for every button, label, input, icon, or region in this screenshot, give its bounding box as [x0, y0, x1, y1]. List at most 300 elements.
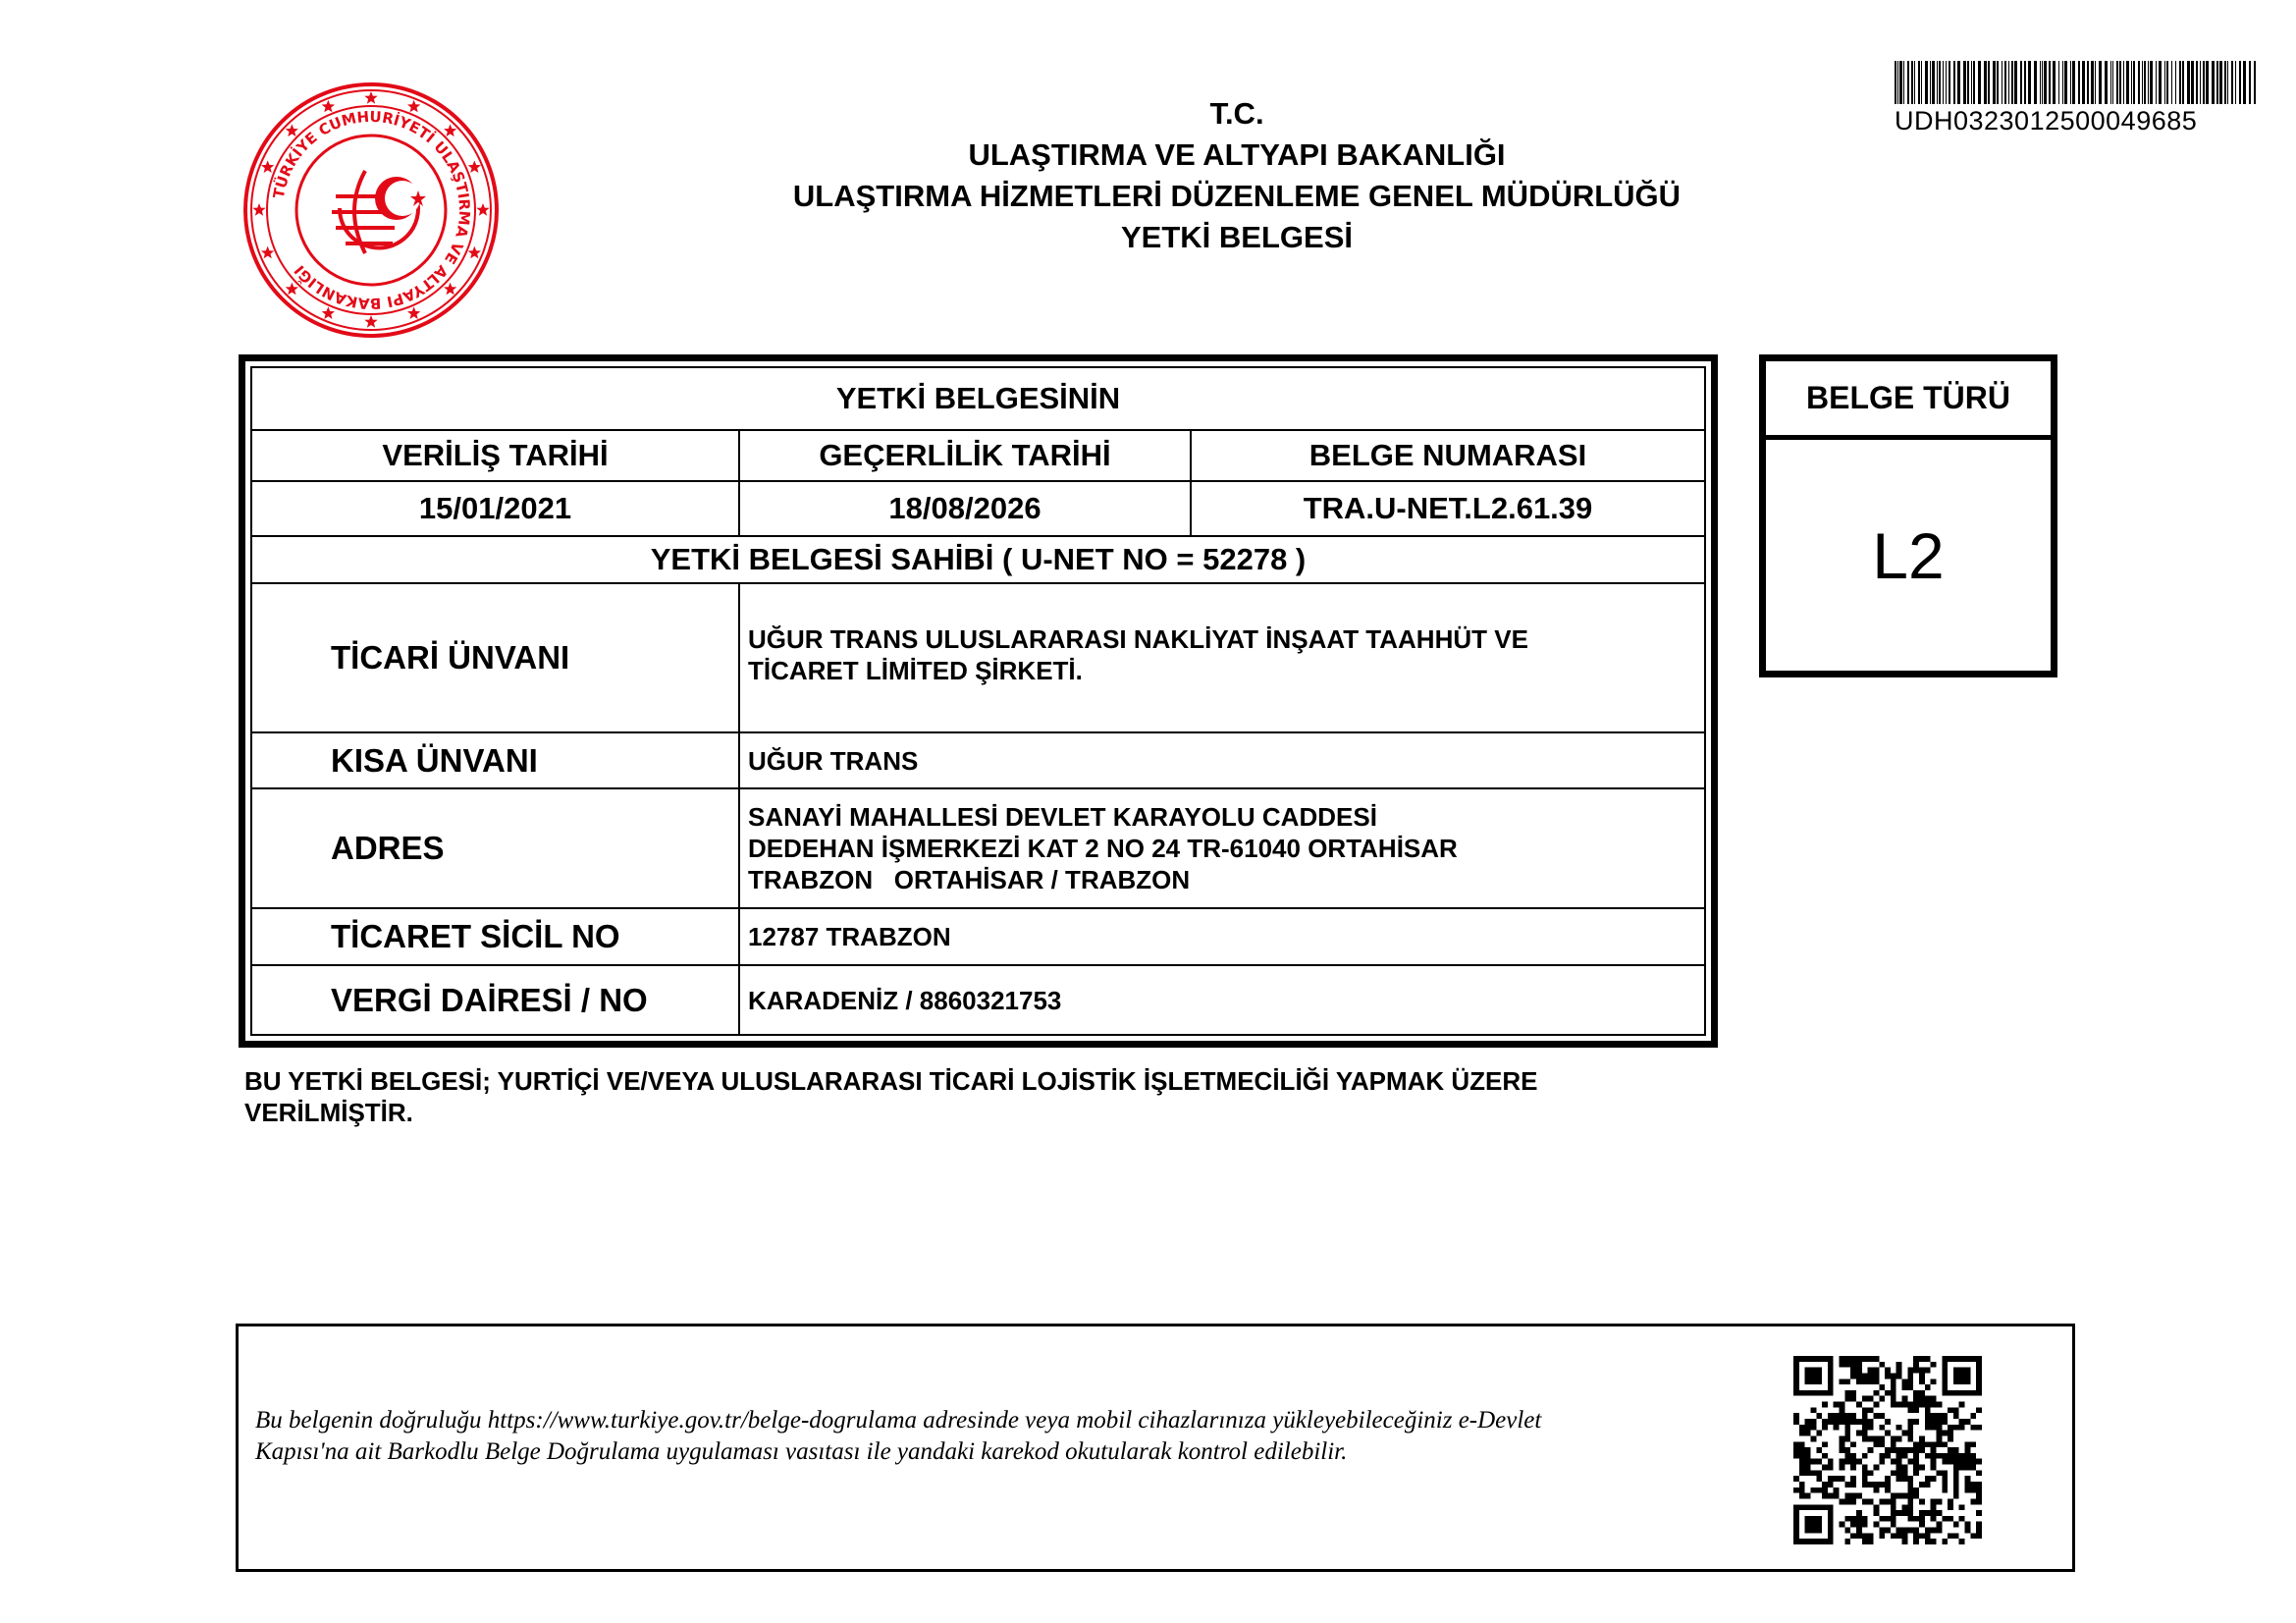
seal-star-icon	[286, 283, 298, 296]
qr-module	[1885, 1488, 1891, 1493]
qr-module	[1970, 1482, 1976, 1488]
qr-module	[1822, 1539, 1828, 1544]
qr-module	[1805, 1356, 1811, 1362]
qr-module	[1976, 1356, 1982, 1362]
qr-module	[1953, 1488, 1959, 1493]
qr-module	[1834, 1402, 1840, 1408]
qr-module	[1822, 1488, 1828, 1493]
barcode-bar	[2014, 61, 2017, 104]
qr-module	[1948, 1425, 1953, 1431]
qr-module	[1799, 1465, 1805, 1471]
qr-module	[1822, 1465, 1828, 1471]
qr-module	[1879, 1362, 1885, 1368]
qr-module	[1879, 1435, 1885, 1441]
qr-module	[1873, 1488, 1879, 1493]
qr-module	[1805, 1431, 1811, 1436]
qr-module	[1931, 1396, 1937, 1402]
qr-module	[1942, 1384, 1948, 1390]
qr-module	[1953, 1482, 1959, 1488]
qr-module	[1959, 1402, 1965, 1408]
qr-module	[1953, 1493, 1959, 1499]
qr-module	[1965, 1528, 1971, 1534]
qr-module	[1907, 1459, 1913, 1465]
document-number-label: BELGE NUMARASI	[1308, 438, 1587, 472]
qr-module	[1942, 1356, 1948, 1362]
qr-module	[1816, 1390, 1822, 1396]
qr-module	[1799, 1504, 1805, 1510]
qr-module	[1828, 1504, 1834, 1510]
qr-module	[1925, 1482, 1931, 1488]
barcode-bar	[2144, 61, 2146, 104]
qr-module	[1942, 1459, 1948, 1465]
barcode-bar	[2182, 61, 2184, 104]
qr-module	[1856, 1362, 1862, 1368]
qr-module	[1891, 1510, 1896, 1516]
qr-module	[1907, 1476, 1913, 1482]
qr-module	[1959, 1539, 1965, 1544]
qr-module	[1913, 1516, 1919, 1522]
qr-module	[1844, 1539, 1850, 1544]
qr-module	[1862, 1476, 1868, 1482]
qr-module	[1840, 1407, 1845, 1413]
qr-module	[1862, 1465, 1868, 1471]
qr-module	[1799, 1425, 1805, 1431]
qr-module	[1902, 1539, 1908, 1544]
qr-module	[1822, 1453, 1828, 1459]
barcode-bar	[1895, 61, 1896, 104]
qr-module	[1828, 1482, 1834, 1488]
qr-module	[1931, 1402, 1937, 1408]
qr-module	[1976, 1522, 1982, 1528]
qr-module	[1913, 1465, 1919, 1471]
qr-module	[1896, 1528, 1902, 1534]
qr-module	[1862, 1396, 1868, 1402]
qr-module	[1891, 1459, 1896, 1465]
qr-module	[1850, 1419, 1856, 1425]
qr-module	[1936, 1435, 1942, 1441]
qr-module	[1925, 1384, 1931, 1390]
qr-module	[1931, 1441, 1937, 1447]
qr-module	[1862, 1373, 1868, 1379]
barcode-bar	[1932, 61, 1935, 104]
qr-module	[1919, 1447, 1925, 1453]
qr-module	[1793, 1510, 1799, 1516]
qr-module	[1919, 1356, 1925, 1362]
short-name-value: UĞUR TRANS	[748, 745, 919, 776]
qr-module	[1828, 1379, 1834, 1384]
qr-module	[1953, 1476, 1959, 1482]
barcode-bar	[2243, 61, 2246, 104]
qr-module	[1885, 1447, 1891, 1453]
qr-module	[1816, 1368, 1822, 1374]
qr-module	[1850, 1373, 1856, 1379]
qr-module	[1965, 1368, 1971, 1374]
barcode-bar	[1911, 61, 1913, 104]
barcode-bar	[2070, 61, 2071, 104]
qr-module	[1907, 1510, 1913, 1516]
barcode-bar	[2072, 61, 2075, 104]
qr-module	[1925, 1539, 1931, 1544]
seal-star-icon	[322, 306, 335, 319]
qr-module	[1862, 1435, 1868, 1441]
barcode-bar	[2105, 61, 2108, 104]
qr-module	[1844, 1396, 1850, 1402]
qr-module	[1953, 1522, 1959, 1528]
qr-module	[1844, 1435, 1850, 1441]
qr-module	[1828, 1390, 1834, 1396]
barcode-bar	[2091, 61, 2094, 104]
trade-name-value	[740, 584, 1704, 731]
qr-module	[1931, 1413, 1937, 1419]
qr-module	[1965, 1447, 1971, 1453]
barcode-bar	[1967, 61, 1969, 104]
qr-module	[1907, 1493, 1913, 1499]
qr-module	[1805, 1453, 1811, 1459]
qr-module	[1856, 1533, 1862, 1539]
validity-date-value: 18/08/2026	[740, 482, 1192, 535]
certificate-table	[239, 354, 1718, 1048]
barcode-bar	[2034, 61, 2037, 104]
qr-module	[1793, 1476, 1799, 1482]
qr-module	[1805, 1459, 1811, 1465]
qr-module	[1810, 1488, 1816, 1493]
qr-module	[1816, 1373, 1822, 1379]
barcode-bar	[2028, 61, 2031, 104]
qr-module	[1896, 1447, 1902, 1453]
qr-module	[1868, 1482, 1874, 1488]
qr-module	[1965, 1459, 1971, 1465]
barcode-bar	[2249, 61, 2251, 104]
barcode-bar	[1953, 61, 1955, 104]
qr-module	[1805, 1504, 1811, 1510]
qr-module	[1936, 1528, 1942, 1534]
barcode-bar	[2175, 61, 2176, 104]
qr-module	[1844, 1447, 1850, 1453]
qr-module	[1816, 1413, 1822, 1419]
qr-module	[1891, 1498, 1896, 1504]
barcode-bar	[2216, 61, 2218, 104]
qr-module	[1868, 1470, 1874, 1476]
qr-module	[1844, 1362, 1850, 1368]
qr-module	[1862, 1407, 1868, 1413]
qr-module	[1840, 1476, 1845, 1482]
qr-module	[1856, 1373, 1862, 1379]
qr-module	[1913, 1459, 1919, 1465]
qr-module	[1936, 1413, 1942, 1419]
qr-module	[1919, 1396, 1925, 1402]
qr-module	[1793, 1356, 1799, 1362]
qr-module	[1873, 1435, 1879, 1441]
barcode-bar	[2011, 61, 2013, 104]
qr-module	[1907, 1498, 1913, 1504]
qr-module	[1891, 1402, 1896, 1408]
tax-office-label: VERGİ DAİRESİ / NO	[252, 966, 740, 1034]
qr-module	[1810, 1504, 1816, 1510]
qr-module	[1873, 1482, 1879, 1488]
qr-module	[1862, 1356, 1868, 1362]
qr-module	[1840, 1362, 1845, 1368]
qr-module	[1976, 1390, 1982, 1396]
qr-module	[1925, 1533, 1931, 1539]
trade-name-line: TİCARET LİMİTED ŞİRKETİ.	[748, 656, 1083, 685]
qr-module	[1936, 1402, 1942, 1408]
qr-module	[1913, 1528, 1919, 1534]
qr-module	[1896, 1533, 1902, 1539]
qr-module	[1822, 1390, 1828, 1396]
qr-module	[1873, 1510, 1879, 1516]
qr-module	[1810, 1407, 1816, 1413]
barcode-bar	[1984, 61, 1987, 104]
ministry-seal	[241, 81, 501, 340]
qr-module	[1793, 1390, 1799, 1396]
document-type-box	[1759, 354, 2057, 677]
qr-module	[1953, 1356, 1959, 1362]
qr-module	[1810, 1425, 1816, 1431]
qr-module	[1793, 1379, 1799, 1384]
qr-module	[1959, 1516, 1965, 1522]
qr-module	[1816, 1431, 1822, 1436]
qr-module	[1907, 1425, 1913, 1431]
barcode-bar	[1897, 61, 1898, 104]
seal-star-icon	[364, 91, 377, 104]
qr-module	[1976, 1373, 1982, 1379]
qr-module	[1925, 1356, 1931, 1362]
barcode-bar	[1993, 61, 1996, 104]
document-number-value: TRA.U-NET.L2.61.39	[1303, 491, 1593, 525]
qr-module	[1913, 1419, 1919, 1425]
issue-date-label: VERİLİŞ TARİHİ	[252, 431, 740, 480]
qr-module	[1850, 1465, 1856, 1471]
qr-module	[1850, 1396, 1856, 1402]
barcode-bar	[2078, 61, 2080, 104]
qr-module	[1902, 1465, 1908, 1471]
barcode-bar	[1939, 61, 1941, 104]
qr-module	[1834, 1476, 1840, 1482]
qr-module	[1965, 1482, 1971, 1488]
qr-module	[1862, 1522, 1868, 1528]
qr-module	[1942, 1476, 1948, 1482]
qr-module	[1931, 1539, 1937, 1544]
qr-module	[1907, 1373, 1913, 1379]
qr-module	[1965, 1419, 1971, 1425]
qr-module	[1953, 1413, 1959, 1419]
qr-module	[1948, 1504, 1953, 1510]
qr-module	[1907, 1435, 1913, 1441]
qr-module	[1828, 1465, 1834, 1471]
qr-module	[1965, 1356, 1971, 1362]
qr-module	[1942, 1482, 1948, 1488]
tax-office-value: KARADENİZ / 8860321753	[748, 985, 1062, 1015]
qr-module	[1816, 1476, 1822, 1482]
qr-module	[1810, 1356, 1816, 1362]
qr-module	[1793, 1533, 1799, 1539]
qr-module	[1948, 1459, 1953, 1465]
document-type-value: L2	[1872, 518, 1945, 592]
qr-module	[1862, 1539, 1868, 1544]
qr-module	[1970, 1425, 1976, 1431]
qr-module	[1844, 1453, 1850, 1459]
qr-module	[1885, 1373, 1891, 1379]
barcode-bar	[2166, 61, 2168, 104]
barcode-bar	[1978, 61, 1981, 104]
qr-module	[1902, 1510, 1908, 1516]
qr-module	[1856, 1516, 1862, 1522]
qr-module	[1862, 1425, 1868, 1431]
qr-module	[1828, 1522, 1834, 1528]
qr-module	[1868, 1407, 1874, 1413]
qr-module	[1822, 1425, 1828, 1431]
qr-module	[1896, 1476, 1902, 1482]
qr-module	[1816, 1516, 1822, 1522]
trade-name-line: UĞUR TRANS ULUSLARARASI NAKLİYAT İNŞAAT TAAHHÜT VE	[748, 624, 1528, 654]
qr-module	[1862, 1533, 1868, 1539]
holder-title: YETKİ BELGESİ SAHİBİ ( U-NET NO = 52278 )	[650, 542, 1307, 576]
qr-module	[1879, 1528, 1885, 1534]
qr-module	[1902, 1431, 1908, 1436]
qr-module	[1942, 1516, 1948, 1522]
qr-module	[1799, 1539, 1805, 1544]
qr-module	[1834, 1488, 1840, 1493]
qr-module	[1868, 1356, 1874, 1362]
qr-module	[1913, 1470, 1919, 1476]
barcode-bar	[2203, 61, 2205, 104]
qr-module	[1799, 1482, 1805, 1488]
qr-module	[1919, 1533, 1925, 1539]
qr-module	[1919, 1379, 1925, 1384]
qr-module	[1828, 1419, 1834, 1425]
barcode-bar	[2239, 61, 2241, 104]
seal-star-icon	[261, 246, 274, 259]
qr-module	[1850, 1362, 1856, 1368]
barcode-bar	[2044, 61, 2047, 104]
qr-module	[1942, 1379, 1948, 1384]
trade-registry-label: TİCARET SİCİL NO	[252, 909, 740, 964]
qr-module	[1850, 1390, 1856, 1396]
qr-module	[1816, 1504, 1822, 1510]
qr-module	[1862, 1516, 1868, 1522]
qr-module	[1976, 1470, 1982, 1476]
qr-module	[1925, 1419, 1931, 1425]
barcode-bar	[2133, 61, 2135, 104]
qr-module	[1840, 1441, 1845, 1447]
qr-module	[1885, 1482, 1891, 1488]
barcode-bar	[2150, 61, 2153, 104]
qr-module	[1976, 1459, 1982, 1465]
qr-module	[1840, 1447, 1845, 1453]
qr-module	[1936, 1498, 1942, 1504]
qr-module	[1810, 1390, 1816, 1396]
qr-module	[1942, 1441, 1948, 1447]
barcode-bar	[2049, 61, 2051, 104]
barcode-bar	[1971, 61, 1972, 104]
qr-module	[1902, 1470, 1908, 1476]
qr-module	[1942, 1431, 1948, 1436]
qr-module	[1850, 1368, 1856, 1374]
qr-module	[1856, 1510, 1862, 1516]
qr-module	[1913, 1368, 1919, 1374]
qr-module	[1822, 1441, 1828, 1447]
barcode-bar	[2142, 61, 2143, 104]
barcode-bar	[2116, 61, 2118, 104]
qr-module	[1959, 1425, 1965, 1431]
qr-module	[1879, 1396, 1885, 1402]
qr-code[interactable]	[1793, 1356, 1982, 1544]
qr-module	[1907, 1419, 1913, 1425]
qr-module	[1828, 1528, 1834, 1534]
qr-module	[1850, 1516, 1856, 1522]
qr-module	[1976, 1528, 1982, 1534]
barcode-bars	[1895, 61, 2258, 104]
qr-module	[1936, 1522, 1942, 1528]
barcode-bar	[1946, 61, 1947, 104]
qr-module	[1822, 1482, 1828, 1488]
barcode-bar	[1957, 61, 1960, 104]
qr-module	[1810, 1459, 1816, 1465]
qr-module	[1828, 1516, 1834, 1522]
qr-module	[1879, 1384, 1885, 1390]
qr-module	[1840, 1402, 1845, 1408]
issue-date-value: 15/01/2021	[252, 482, 740, 535]
barcode-bar	[1930, 61, 1931, 104]
qr-module	[1976, 1379, 1982, 1384]
qr-module	[1931, 1379, 1937, 1384]
qr-module	[1948, 1407, 1953, 1413]
barcode-bar	[2254, 61, 2256, 104]
qr-module	[1891, 1533, 1896, 1539]
qr-module	[1850, 1459, 1856, 1465]
verification-line: Kapısı'na ait Barkodlu Belge Doğrulama uygulaması vasıtası ile yandaki karekod okutularak kontrol edilebilir.	[255, 1438, 1348, 1465]
qr-module	[1907, 1431, 1913, 1436]
seal-ring-text: TÜRKİYE CUMHURİYETİ ULAŞTIRMA VE ALTYAPI BAKANLIĞI	[269, 107, 474, 313]
barcode-bar	[1937, 61, 1938, 104]
qr-module	[1965, 1379, 1971, 1384]
qr-module	[1844, 1482, 1850, 1488]
ministry-seal-graphic	[241, 81, 501, 340]
qr-module	[1862, 1482, 1868, 1488]
qr-module	[1844, 1431, 1850, 1436]
qr-module	[1907, 1402, 1913, 1408]
qr-module	[1799, 1356, 1805, 1362]
qr-module	[1816, 1447, 1822, 1453]
qr-module	[1919, 1516, 1925, 1522]
barcode-bar	[2053, 61, 2056, 104]
qr-module	[1959, 1390, 1965, 1396]
qr-module	[1891, 1390, 1896, 1396]
barcode-bar	[2138, 61, 2140, 104]
qr-module	[1976, 1407, 1982, 1413]
qr-module	[1942, 1368, 1948, 1374]
qr-module	[1885, 1368, 1891, 1374]
qr-module	[1891, 1441, 1896, 1447]
document-header	[726, 93, 1747, 258]
qr-module	[1850, 1498, 1856, 1504]
qr-module	[1913, 1453, 1919, 1459]
qr-module	[1862, 1431, 1868, 1436]
qr-module	[1856, 1356, 1862, 1362]
header-directorate: ULAŞTIRMA HİZMETLERİ DÜZENLEME GENEL MÜDÜRLÜĞÜ	[792, 179, 1682, 213]
qr-module	[1862, 1498, 1868, 1504]
qr-module	[1856, 1402, 1862, 1408]
qr-module	[1840, 1459, 1845, 1465]
qr-module	[1907, 1528, 1913, 1534]
qr-module	[1850, 1476, 1856, 1482]
trade-name-label: TİCARİ ÜNVANI	[252, 584, 740, 731]
qr-module	[1805, 1419, 1811, 1425]
qr-module	[1873, 1356, 1879, 1362]
qr-module	[1793, 1504, 1799, 1510]
qr-module	[1919, 1441, 1925, 1447]
barcode	[1895, 61, 2258, 136]
